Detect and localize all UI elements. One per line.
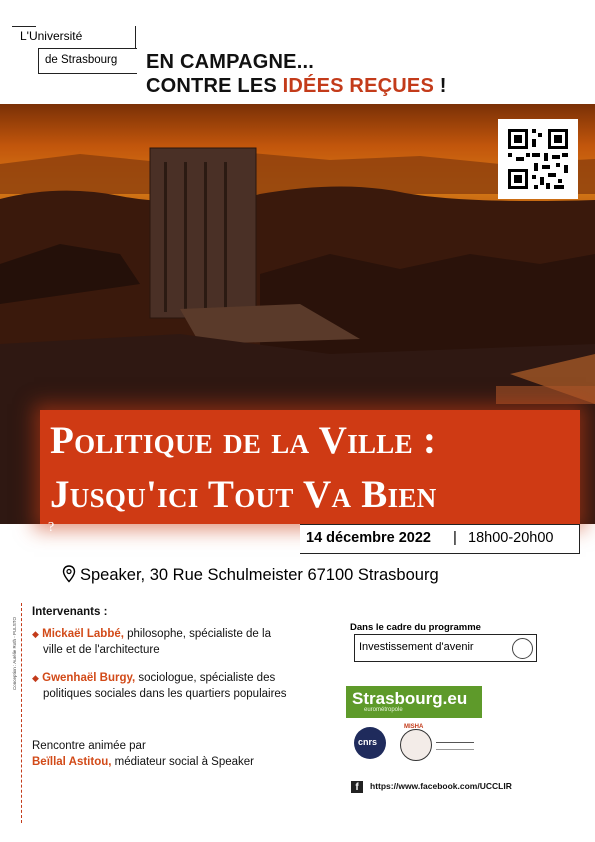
date-time-box — [300, 524, 580, 554]
university-logo-line1: L'Université — [20, 29, 83, 43]
event-time: 18h00-20h00 — [468, 530, 554, 546]
facebook-icon[interactable]: f — [351, 781, 363, 793]
cnrs-logo: cnrs — [354, 727, 386, 759]
event-address: Speaker, 30 Rue Schulmeister 67100 Strasbourg — [80, 566, 439, 584]
campaign-heading — [146, 50, 447, 98]
moderation-block — [32, 738, 254, 770]
event-date: 14 décembre 2022 — [306, 530, 431, 546]
program-name: Investissement d'avenir — [359, 641, 474, 653]
facebook-link[interactable]: https://www.facebook.com/UCCLIR — [370, 781, 512, 791]
speaker-role: philosophe, spécialiste de la — [123, 628, 271, 640]
date-separator: | — [453, 529, 457, 546]
moderator-role: médiateur social à Speaker — [111, 756, 255, 768]
campaign-accent: IDÉES REÇUES — [282, 75, 434, 97]
vertical-divider — [21, 603, 22, 823]
speaker-name: Mickaël Labbé, — [42, 628, 124, 640]
qr-code[interactable] — [498, 119, 578, 199]
moderation-label: Rencontre animée par — [32, 740, 146, 752]
event-title-line2: Jusqu'ici Tout Va Bien — [50, 473, 437, 516]
bullet-icon: ◆ — [32, 673, 39, 683]
strasbourg-logo-name: Strasbourg.eu — [352, 689, 468, 708]
moderator-name: Beïllal Astitou, — [32, 756, 112, 768]
event-title-box — [40, 410, 580, 524]
speakers-heading: Intervenants : — [32, 606, 108, 618]
speaker-role-cont: ville et de l'architecture — [43, 644, 160, 656]
investissement-seal-icon — [512, 638, 533, 659]
bullet-icon: ◆ — [32, 629, 39, 639]
location-pin-icon — [62, 565, 76, 583]
speaker-item-2 — [32, 670, 332, 702]
speaker-item-1 — [32, 626, 322, 658]
program-label: Dans le cadre du programme — [350, 622, 481, 633]
partner-logo-small — [436, 742, 474, 750]
event-title-question-mark: ? — [48, 520, 55, 535]
event-title-line1: Politique de la Ville : — [50, 419, 437, 462]
speaker-name: Gwenhaël Burgy, — [42, 672, 136, 684]
design-credit: Conception : Aurélie Roth - PULSTO — [12, 617, 17, 690]
campaign-line2: CONTRE LES IDÉES REÇUES ! — [146, 75, 447, 97]
strasbourg-eu-logo — [346, 686, 482, 718]
program-box — [354, 634, 537, 662]
university-logo — [8, 26, 136, 74]
campaign-line1: EN CAMPAGNE... — [146, 51, 314, 73]
university-logo-line2: de Strasbourg — [45, 54, 118, 66]
speaker-role: sociologue, spécialiste des — [135, 672, 276, 684]
strasbourg-logo-sub: eurométropole — [364, 707, 403, 713]
speaker-role-cont: politiques sociales dans les quartiers populaires — [43, 688, 287, 700]
misha-logo: MISHA — [400, 729, 432, 761]
